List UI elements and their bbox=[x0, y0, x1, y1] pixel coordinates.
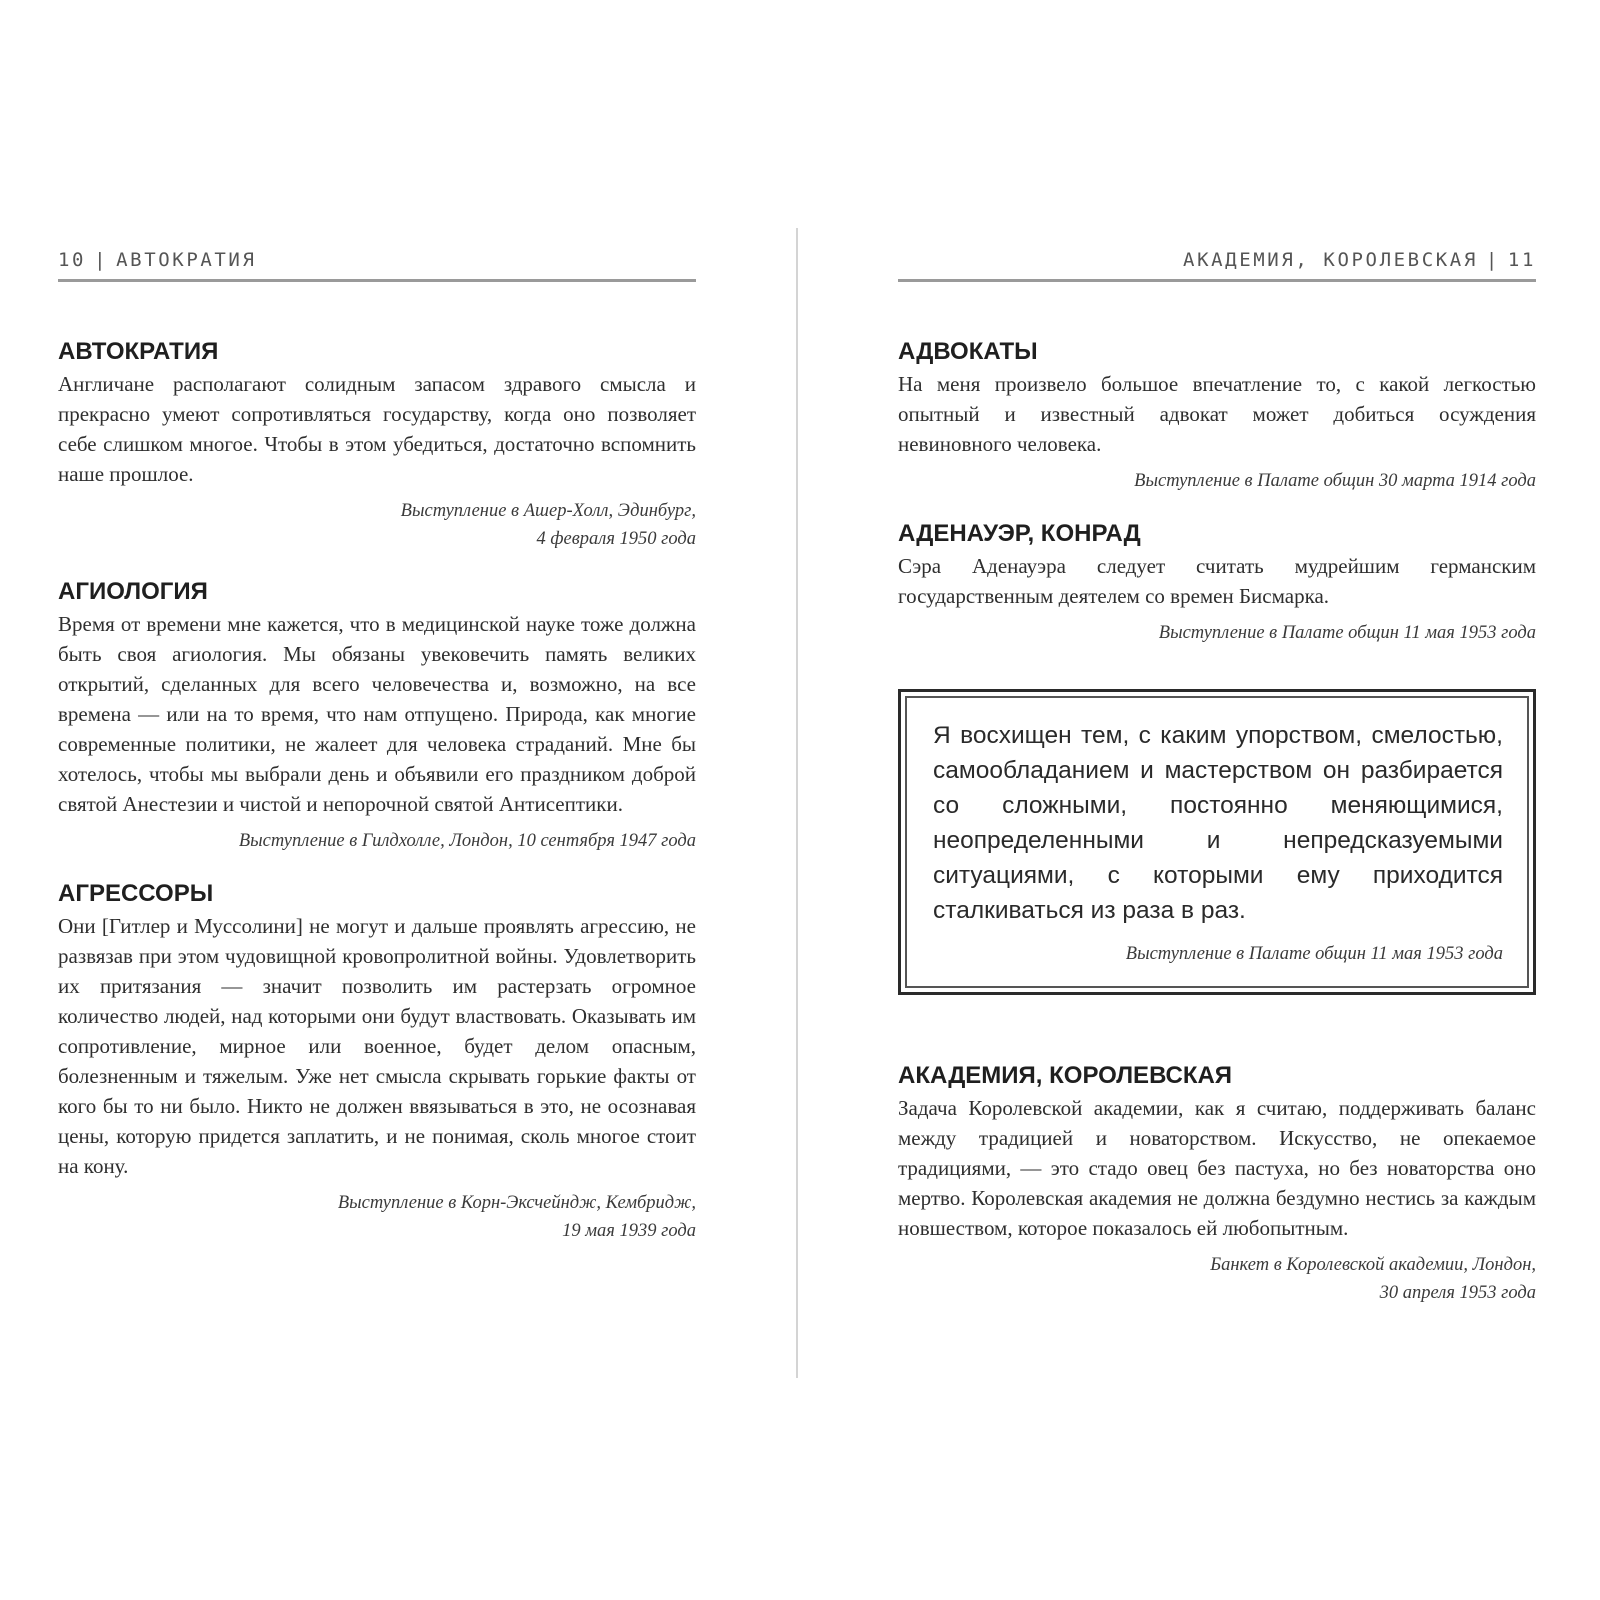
book-spine-divider bbox=[796, 228, 798, 1378]
left-page-content bbox=[58, 335, 696, 1267]
entry-source: Выступление в Палате общин 30 марта 1914 года bbox=[1134, 471, 1536, 491]
left-running-head-title: АВТОКРАТИЯ bbox=[116, 249, 257, 271]
entry-text: Сэра Аденауэра следует считать мудрейшим германским государственным деятелем со времен Бисмарка. bbox=[898, 554, 1536, 608]
boxed-quote bbox=[898, 689, 1536, 995]
entry-hagiology bbox=[58, 575, 696, 855]
running-head-separator: | bbox=[94, 249, 109, 271]
entry-text: Время от времени мне кажется, что в медицинской науке тоже должна быть своя агиология. Мы обязаны увековечить память великих открытий, сделанных для всего человечества и, возможно, на все времена — или на то время, что нам отпущено. Природа, как многие современные политики, не жалеет для человека страданий. Мне бы хотелось, чтобы мы выбрали день и объявили его праздником доброй святой Анестезии и чистой и непорочной святой Антисептики. bbox=[58, 612, 696, 816]
entry-title: АВТОКРАТИЯ bbox=[58, 338, 219, 365]
entry-source: Выступление в Корн-Эксчейндж, Кембридж, 19 мая 1939 года bbox=[337, 1193, 696, 1241]
running-head-separator: | bbox=[1485, 249, 1500, 271]
entry-source: Выступление в Гилдхолле, Лондон, 10 сентября 1947 года bbox=[238, 831, 696, 851]
entry-text: На меня произвело большое впечатление то, с какой легкостью опытный и известный адвокат может добиться осуждения невиновного человека. bbox=[898, 372, 1536, 456]
entry-title: АГИОЛОГИЯ bbox=[58, 578, 208, 605]
entry-text: Они [Гитлер и Муссолини] не могут и дальше проявлять агрессию, не развязав при этом чудовищной кровопролитной войны. Удовлетворить их притязания — значит позволить им растерзать огромное количество людей, над которыми они будут властвовать. Оказывать им сопротивление, мирное или военное, будет делом опасным, болезненным и тяжелым. Уже нет смысла скрывать горькие факты от кого бы то ни было. Никто не должен ввязываться в это, не осознавая цены, которую придется заплатить, и не понимая, сколь многое стоит на кону. bbox=[58, 914, 696, 1178]
right-page-content bbox=[898, 335, 1536, 1329]
entry-royal-academy bbox=[898, 1059, 1536, 1307]
left-page-number: 10 bbox=[58, 249, 87, 271]
right-running-head-title: АКАДЕМИЯ, КОРОЛЕВСКАЯ bbox=[1183, 249, 1478, 271]
boxed-quote-inner bbox=[905, 696, 1529, 988]
entry-source: Выступление в Ашер-Холл, Эдинбург, 4 февраля 1950 года bbox=[400, 501, 696, 549]
entry-title: АКАДЕМИЯ, КОРОЛЕВСКАЯ bbox=[898, 1062, 1233, 1089]
boxed-quote-text: Я восхищен тем, с каким упорством, смелостью, самообладанием и мастерством он разбирается со сложными, постоянно меняющимися, неопределенными и непредсказуемыми ситуациями, с которыми ему приходится сталкиваться из раза в раз. bbox=[933, 722, 1503, 924]
entry-autocracy bbox=[58, 335, 696, 553]
entry-title: АДЕНАУЭР, КОНРАД bbox=[898, 520, 1141, 547]
entry-text: Англичане располагают солидным запасом здравого смысла и прекрасно умеют сопротивляться государству, когда оно позволяет себе слишком многое. Чтобы в этом убедиться, достаточно вспомнить наше прошлое. bbox=[58, 372, 696, 486]
entry-lawyers bbox=[898, 335, 1536, 495]
right-running-head bbox=[898, 246, 1536, 274]
boxed-quote-source: Выступление в Палате общин 11 мая 1953 года bbox=[1125, 944, 1503, 964]
left-header-rule bbox=[58, 279, 696, 282]
entry-adenauer bbox=[898, 517, 1536, 647]
left-running-head bbox=[58, 246, 696, 274]
entry-title: АДВОКАТЫ bbox=[898, 338, 1038, 365]
entry-source: Банкет в Королевской академии, Лондон, 30 апреля 1953 года bbox=[1210, 1255, 1536, 1303]
entry-text: Задача Королевской академии, как я считаю, поддерживать баланс между традицией и новаторством. Искусство, не опекаемое традициями, — это стадо овец без пастуха, но без новаторства оно мертво. Королевская академия не должна бездумно нестись за каждым новшеством, которое показалось ей любопытным. bbox=[898, 1096, 1536, 1240]
entry-source: Выступление в Палате общин 11 мая 1953 года bbox=[1158, 623, 1536, 643]
entry-title: АГРЕССОРЫ bbox=[58, 880, 214, 907]
right-header-rule bbox=[898, 279, 1536, 282]
right-page-number: 11 bbox=[1507, 249, 1536, 271]
entry-aggressors bbox=[58, 877, 696, 1245]
